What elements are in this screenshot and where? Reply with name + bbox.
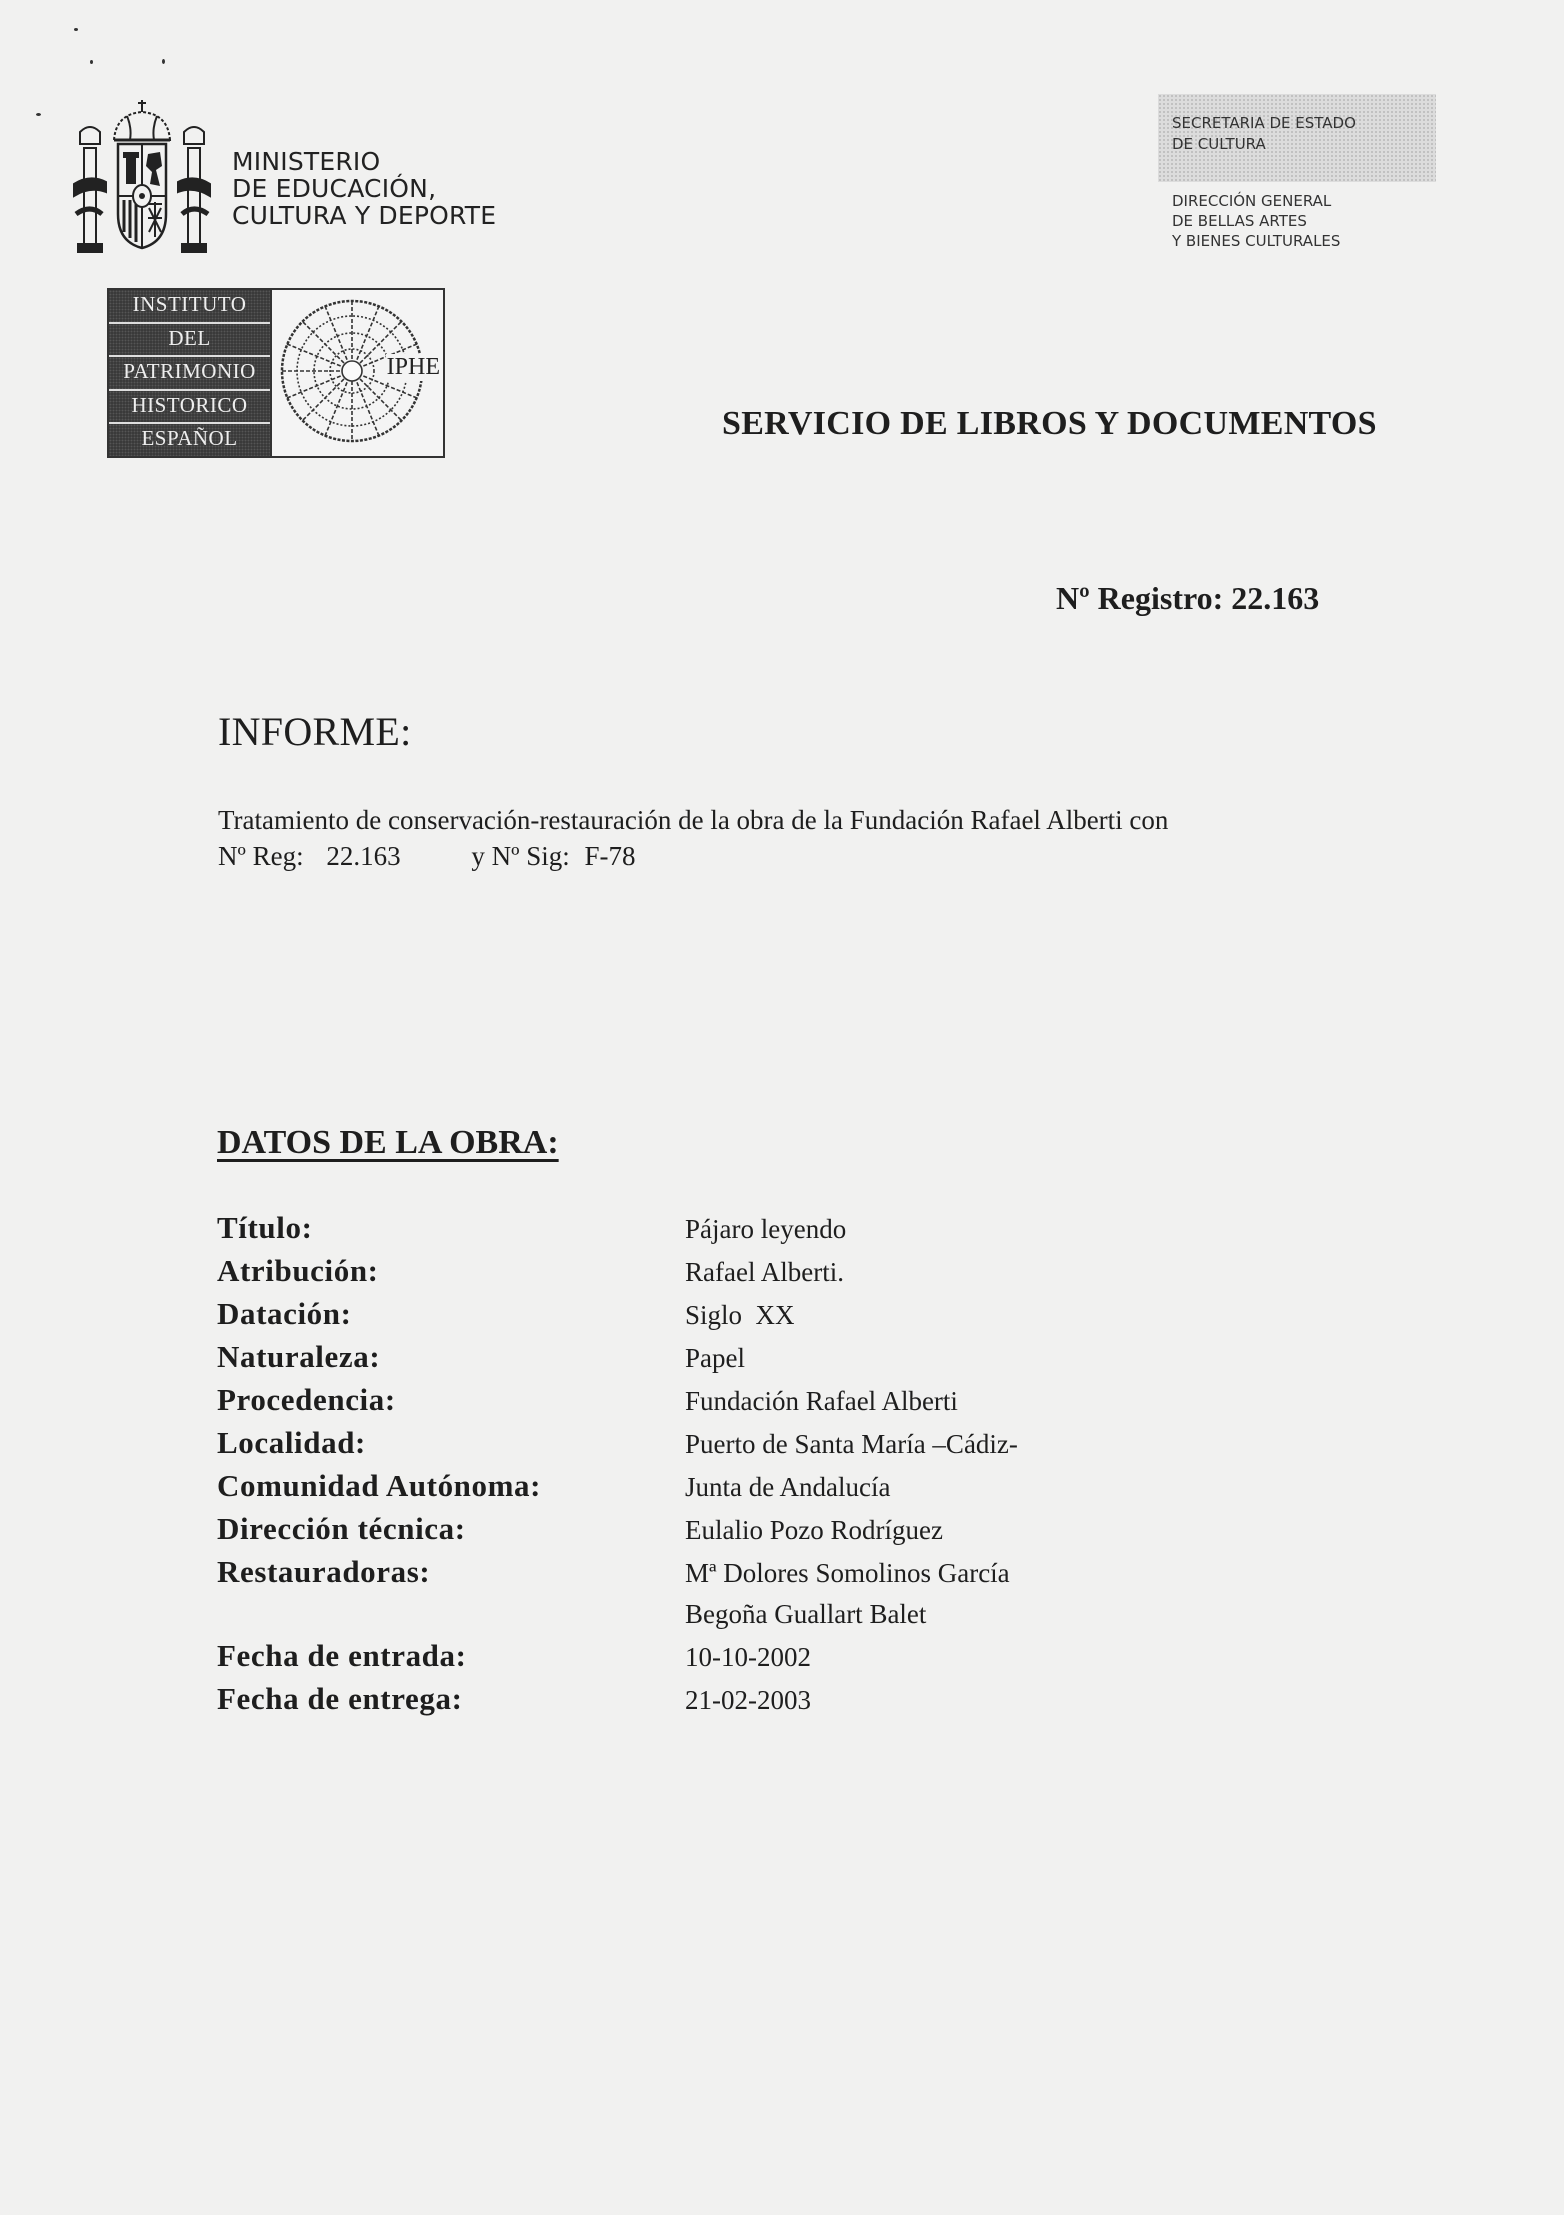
reg-value: 22.163 (326, 841, 401, 871)
secretaria-label (1172, 113, 1356, 155)
secretaria-line: DE CULTURA (1172, 135, 1266, 153)
field-value (685, 1685, 811, 1726)
iphe-logo-row: INSTITUTO (109, 290, 270, 324)
direccion-line: DE BELLAS ARTES (1172, 212, 1307, 230)
field-value-line: Mª Dolores Somolinos García (685, 1558, 1010, 1588)
reg-label: Nº Reg: (218, 841, 304, 871)
registro-value: 22.163 (1231, 580, 1320, 616)
iphe-acronym: IPHE (386, 354, 440, 380)
field-value (685, 1472, 890, 1513)
direccion-line: DIRECCIÓN GENERAL (1172, 192, 1332, 210)
field-value (685, 1558, 1010, 1640)
field-label: Restauradoras: (217, 1554, 431, 1589)
scan-speck (162, 59, 165, 64)
field-value-line: Siglo XX (685, 1300, 795, 1330)
field-value (685, 1257, 844, 1298)
field-value (685, 1386, 958, 1427)
iphe-logo-row: DEL (109, 324, 270, 358)
sig-value: F-78 (584, 841, 636, 871)
field-value-line: Papel (685, 1343, 745, 1373)
field-value (685, 1515, 943, 1556)
secretaria-line: SECRETARIA DE ESTADO (1172, 114, 1356, 132)
registro-number (1056, 580, 1319, 617)
iphe-logo-row: PATRIMONIO (109, 357, 270, 391)
ministry-line: CULTURA Y DEPORTE (232, 201, 497, 230)
direccion-general-label (1172, 191, 1340, 251)
informe-reference-line (218, 841, 636, 872)
iphe-logo (107, 288, 445, 458)
iphe-logo-text-block (109, 290, 272, 456)
field-value-line: Eulalio Pozo Rodríguez (685, 1515, 943, 1545)
informe-heading: INFORME: (218, 709, 412, 754)
coat-of-arms-icon (72, 92, 212, 260)
field-value (685, 1642, 811, 1683)
ministry-line: DE EDUCACIÓN, (232, 174, 437, 203)
field-value-line: 10-10-2002 (685, 1642, 811, 1672)
field-value-line: Puerto de Santa María –Cádiz- (685, 1429, 1018, 1459)
field-value (685, 1300, 795, 1341)
sig-label: y Nº Sig: (471, 841, 570, 871)
scan-speck (74, 28, 78, 31)
field-value-line: 21-02-2003 (685, 1685, 811, 1715)
field-value-line: Rafael Alberti. (685, 1257, 844, 1287)
field-label: Naturaleza: (217, 1339, 381, 1374)
registro-label: Nº Registro: (1056, 580, 1224, 616)
iphe-logo-row: ESPAÑOL (109, 424, 270, 456)
informe-description: Tratamiento de conservación-restauración de la obra de la Fundación Rafael Alberti con (218, 805, 1169, 835)
field-label: Título: (217, 1210, 313, 1245)
scan-speck (36, 113, 41, 116)
field-value (685, 1343, 745, 1384)
iphe-logo-row: HISTORICO (109, 391, 270, 425)
field-label: Fecha de entrega: (217, 1681, 463, 1716)
field-label: Atribución: (217, 1253, 379, 1288)
field-label: Localidad: (217, 1425, 366, 1460)
field-value-line: Junta de Andalucía (685, 1472, 891, 1502)
field-value-line: Fundación Rafael Alberti (685, 1386, 958, 1416)
scan-speck (90, 60, 93, 64)
ministry-line: MINISTERIO (232, 147, 381, 176)
datos-obra-heading: DATOS DE LA OBRA: (217, 1124, 559, 1161)
field-label: Comunidad Autónoma: (217, 1468, 542, 1503)
field-value-line: Begoña Guallart Balet (685, 1599, 927, 1629)
field-value-line: Pájaro leyendo (685, 1214, 847, 1244)
iphe-globe-emblem (272, 290, 443, 456)
direccion-line: Y BIENES CULTURALES (1172, 232, 1341, 250)
service-title: SERVICIO DE LIBROS Y DOCUMENTOS (722, 405, 1377, 442)
field-label: Procedencia: (217, 1382, 396, 1417)
field-value (685, 1429, 1018, 1470)
field-label: Fecha de entrada: (217, 1638, 467, 1673)
field-label: Datación: (217, 1296, 352, 1331)
ministry-name (232, 148, 496, 229)
field-label: Dirección técnica: (217, 1511, 466, 1546)
field-value (685, 1214, 846, 1255)
